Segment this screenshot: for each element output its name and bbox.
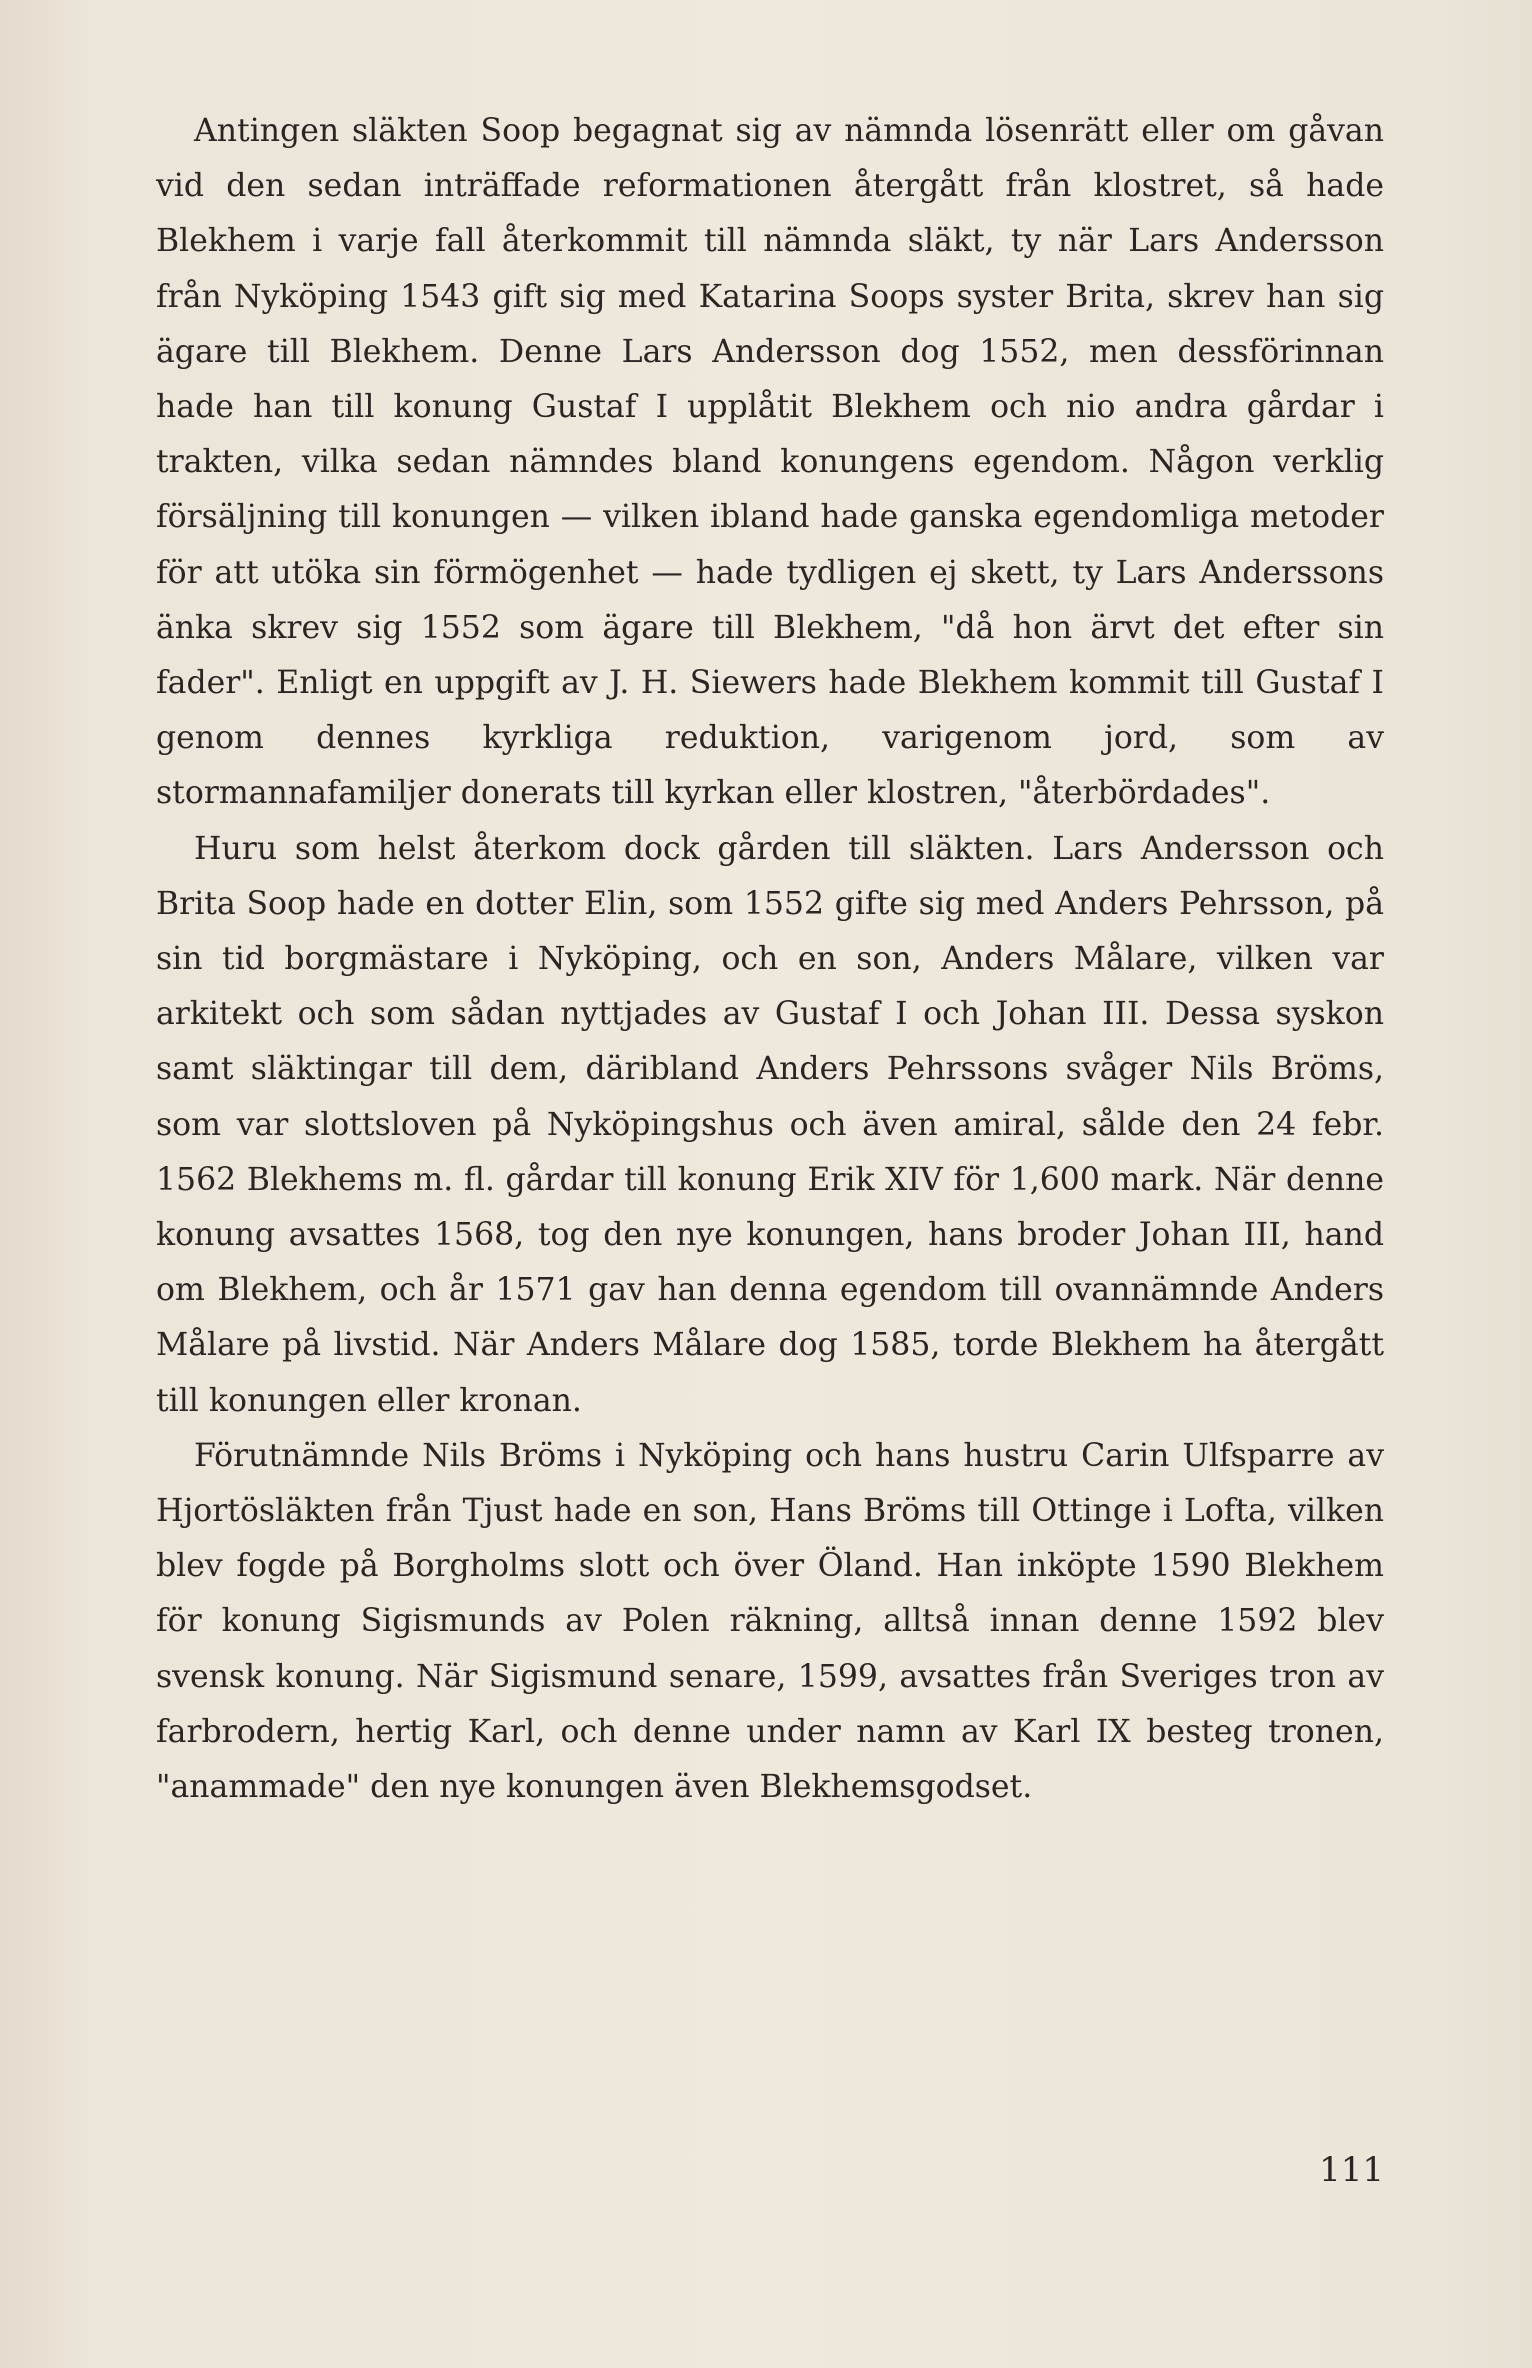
body-text xyxy=(156,104,1384,1815)
page-number: 111 xyxy=(1319,2150,1384,2190)
paragraph-3: Förutnämnde Nils Bröms i Nyköping och hans hustru Carin Ulfsparre av Hjortösläkten från Tjust hade en son, Hans Bröms till Ottinge i Lofta, vilken blev fogde på Borgholms slott och över Öland. Han inköpte 1590 Blekhem för konung Sigismunds av Polen räkning, alltså innan denne 1592 blev svensk konung. När Sigismund senare, 1599, avsattes från Sveriges tron av farbrodern, hertig Karl, och denne under namn av Karl IX besteg tronen, "anammade" den nye konungen även Blekhemsgodset. xyxy=(156,1437,1384,1806)
paragraph-2: Huru som helst återkom dock gården till släkten. Lars Andersson och Brita Soop hade en dotter Elin, som 1552 gifte sig med Anders Pehrsson, på sin tid borgmästare i Nyköping, och en son, Anders Målare, vilken var arkitekt och som sådan nyttjades av Gustaf I och Johan III. Dessa syskon samt släktingar till dem, däribland Anders Pehrssons svåger Nils Bröms, som var slottsloven på Nyköpingshus och även amiral, sålde den 24 febr. 1562 Blekhems m. fl. gårdar till konung Erik XIV för 1,600 mark. När denne konung avsattes 1568, tog den nye konungen, hans broder Johan III, hand om Blekhem, och år 1571 gav han denna egendom till ovannämnde Anders Målare på livstid. När Anders Målare dog 1585, torde Blekhem ha återgått till konungen eller kronan. xyxy=(156,830,1384,1419)
paragraph-1: Antingen släkten Soop begagnat sig av nämnda lösenrätt eller om gåvan vid den sedan inträffade reformationen återgått från klostret, så hade Blekhem i varje fall återkommit till nämnda släkt, ty när Lars Andersson från Nyköping 1543 gift sig med Katarina Soops syster Brita, skrev han sig ägare till Blekhem. Denne Lars Andersson dog 1552, men dessförinnan hade han till konung Gustaf I upplåtit Blekhem och nio andra gårdar i trakten, vilka sedan nämndes bland konungens egendom. Någon verklig försäljning till konungen — vilken ibland hade ganska egendomliga metoder för att utöka sin förmögenhet — hade tydligen ej skett, ty Lars Anderssons änka skrev sig 1552 som ägare till Blekhem, "då hon ärvt det efter sin fader". Enligt en uppgift av J. H. Siewers hade Blekhem kommit till Gustaf I genom dennes kyrkliga reduktion, varigenom jord, som av stormannafamiljer donerats till kyrkan eller klostren, "återbördades". xyxy=(156,113,1384,812)
